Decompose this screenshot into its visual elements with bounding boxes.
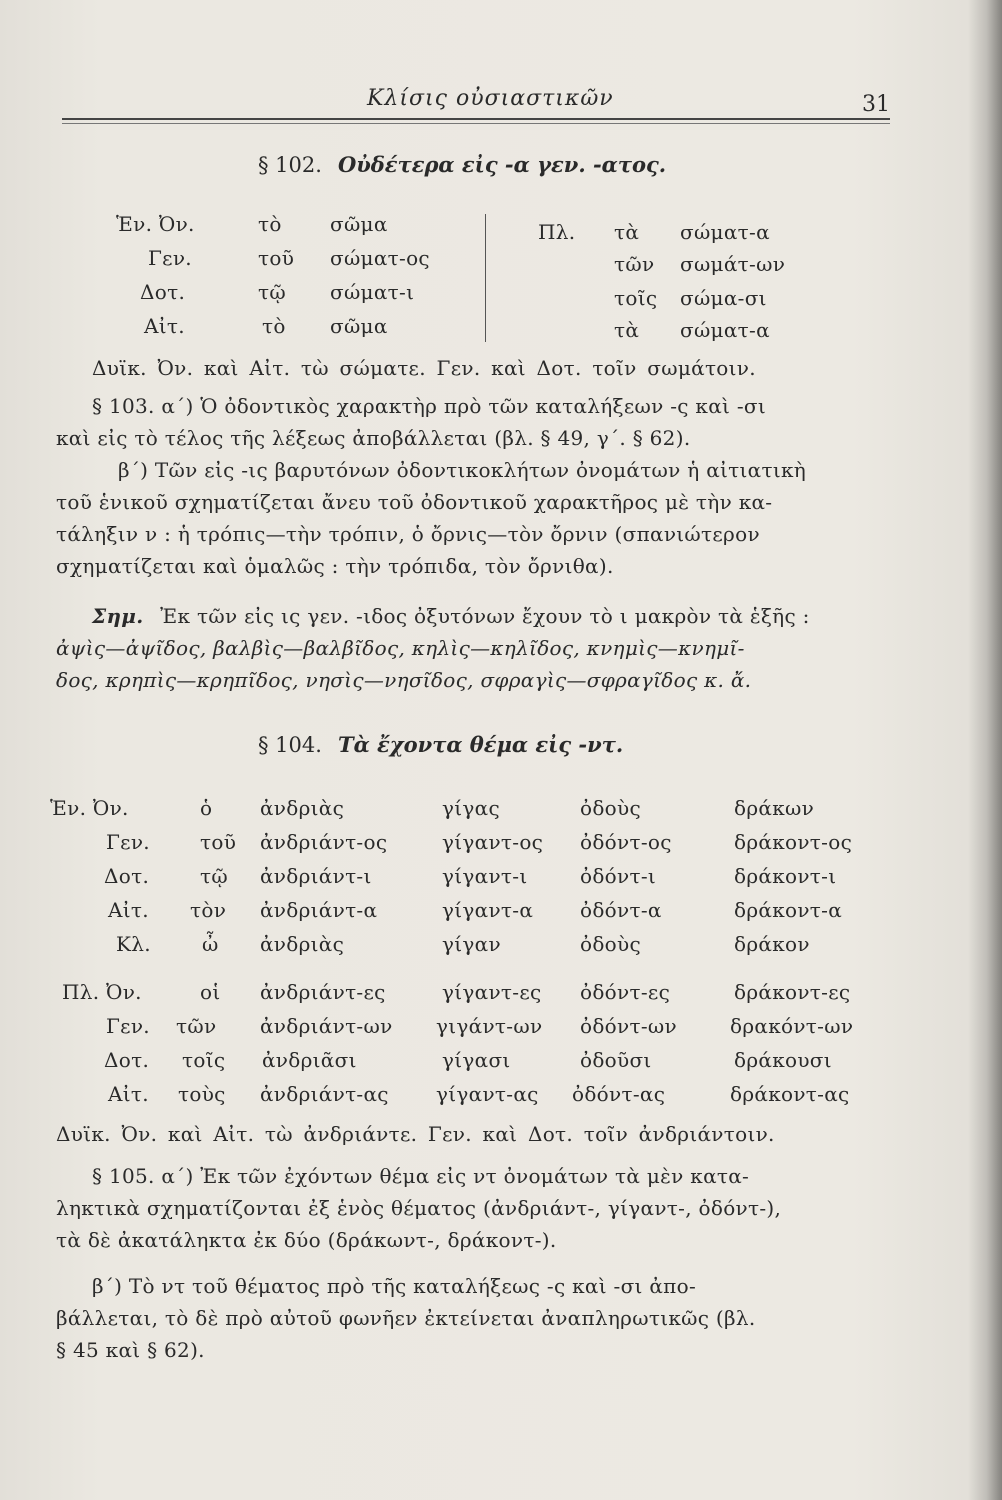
form-odous: ὀδόντ-ι: [580, 864, 657, 888]
article: τὰ: [614, 318, 640, 342]
form: σῶμα: [330, 314, 388, 338]
case-label: Αἰτ.: [108, 898, 149, 922]
form-drakon: δράκοντ-α: [734, 898, 843, 922]
section-number: § 102.: [258, 153, 322, 177]
form-andrias: ἀνδριᾶσι: [262, 1048, 357, 1072]
article: τὸ: [262, 314, 286, 338]
case-label: Κλ.: [116, 932, 151, 956]
form-drakon: δράκοντ-ες: [734, 980, 851, 1004]
text-line: § 103. α΄) Ὁ ὀδοντικὸς χαρακτὴρ πρὸ τῶν καταλήξεων -ς καὶ -σι: [92, 394, 766, 418]
text-line: τὰ δὲ ἀκατάληκτα ἐκ δύο (δράκωντ-, δράκοντ-).: [56, 1228, 557, 1252]
column-divider: [485, 214, 486, 342]
form-drakon: δράκοντ-ι: [734, 864, 837, 888]
text-line: τοῦ ἑνικοῦ σχηματίζεται ἄνευ τοῦ ὀδοντικοῦ χαρακτῆρος μὲ τὴν κα-: [56, 490, 773, 514]
form-drakon: δράκων: [734, 796, 815, 820]
header-rule: [62, 118, 890, 120]
form-drakon: δράκοντ-ας: [730, 1082, 850, 1106]
form-odous: ὀδοὺς: [580, 932, 641, 956]
article: τῷ: [200, 864, 228, 888]
form-gigas: γίγαντ-ι: [442, 864, 528, 888]
article: ὁ: [200, 796, 213, 820]
article: τὰ: [614, 220, 640, 244]
running-head: [62, 86, 890, 116]
case-label: Αἰτ.: [144, 314, 185, 338]
form-gigas: γίγας: [442, 796, 500, 820]
text-line: β΄) Τὸ ντ τοῦ θέματος πρὸ τῆς καταλήξεως -ς καὶ -σι ἀπο-: [92, 1274, 696, 1298]
text-line: § 45 καὶ § 62).: [56, 1338, 205, 1362]
form-gigas: γιγάντ-ων: [436, 1014, 543, 1038]
article: τῶν: [176, 1014, 217, 1038]
form-andrias: ἀνδριάντ-ι: [260, 864, 372, 888]
case-label: Πλ. Ὀν.: [62, 980, 142, 1004]
case-label: Πλ.: [538, 220, 576, 244]
text-line: σχηματίζεται καὶ ὁμαλῶς : τὴν τρόπιδα, τὸν ὄρνιθα).: [56, 554, 614, 578]
section-title: Οὐδέτερα εἰς -α γεν. -ατος.: [337, 152, 667, 177]
page-number: 31: [862, 92, 890, 117]
text-line: καὶ εἰς τὸ τέλος τῆς λέξεως ἀποβάλλεται (βλ. § 49, γ΄. § 62).: [56, 426, 691, 450]
form-odous: ὀδοῦσι: [580, 1048, 652, 1072]
case-label: Γεν.: [148, 246, 192, 270]
section-102-heading: [258, 152, 666, 177]
case-label: Ἑν. Ὀν.: [50, 796, 129, 820]
form: σώματ-α: [680, 318, 770, 342]
text-line: β΄) Τῶν εἰς -ις βαρυτόνων ὀδοντικοκλήτων ὀνομάτων ἡ αἰτιατικὴ: [118, 458, 807, 482]
form: σώματ-ος: [330, 246, 430, 270]
article: τὸ: [258, 212, 282, 236]
article: οἱ: [200, 980, 221, 1004]
s102-dual-line: Δυϊκ. Ὀν. καὶ Αἰτ. τὼ σώματε. Γεν. καὶ Δοτ. τοῖν σωμάτοιν.: [92, 356, 756, 380]
text-line: τάληξιν ν : ἡ τρόπις—τὴν τρόπιν, ὁ ὄρνις—τὸν ὄρνιν (σπανιώτερον: [56, 522, 760, 546]
case-label: Δοτ.: [140, 280, 186, 304]
form-drakon: δράκουσι: [734, 1048, 832, 1072]
form-odous: ὀδόντ-ος: [580, 830, 672, 854]
case-label: Αἰτ.: [108, 1082, 149, 1106]
text-line: Ἐκ τῶν εἰς ις γεν. -ιδος ὀξυτόνων ἔχουν τὸ ι μακρὸν τὰ ἑξῆς :: [160, 604, 810, 628]
s105-paragraph-b: [56, 1270, 756, 1366]
text-line: δος, κρηπὶς—κρηπῖδος, νησὶς—νησῖδος, σφραγὶς—σφραγῖδος κ. ἄ.: [56, 668, 752, 692]
form-drakon: δρακόντ-ων: [730, 1014, 854, 1038]
form: σῶμα: [330, 212, 388, 236]
article: τοῦ: [258, 246, 295, 270]
s104-dual-line: Δυϊκ. Ὀν. καὶ Αἰτ. τὼ ἀνδριάντε. Γεν. καὶ Δοτ. τοῖν ἀνδριάντοιν.: [56, 1122, 775, 1146]
form-andrias: ἀνδριὰς: [260, 932, 345, 956]
article: τῷ: [258, 280, 286, 304]
form-gigas: γίγαντ-ος: [442, 830, 544, 854]
section-number: § 104.: [258, 733, 322, 757]
form-andrias: ἀνδριάντ-ος: [260, 830, 388, 854]
form: σώματ-α: [680, 220, 770, 244]
form-odous: ὀδόντ-ες: [580, 980, 671, 1004]
text-line: βάλλεται, τὸ δὲ πρὸ αὐτοῦ φωνῆεν ἐκτείνεται ἀναπληρωτικῶς (βλ.: [56, 1306, 756, 1330]
form-andrias: ἀνδριάντ-α: [260, 898, 378, 922]
form-gigas: γίγασι: [442, 1048, 511, 1072]
article: τοὺς: [178, 1082, 226, 1106]
form: σωμάτ-ων: [680, 252, 786, 276]
section-104-heading: [258, 732, 623, 757]
case-label: Ἑν. Ὀν.: [116, 212, 195, 236]
s103-paragraph: [56, 390, 807, 582]
form-odous: ὀδόντ-ων: [580, 1014, 677, 1038]
form-odous: ὀδόντ-α: [580, 898, 662, 922]
form-andrias: ἀνδριὰς: [260, 796, 345, 820]
text-line: ληκτικὰ σχηματίζονται ἐξ ἑνὸς θέματος (ἀνδριάντ-, γίγαντ-, ὀδόντ-),: [56, 1196, 782, 1220]
form-odous: ὀδόντ-ας: [572, 1082, 666, 1106]
form-gigas: γίγαντ-ας: [436, 1082, 539, 1106]
page-edge-shadow: [968, 0, 1002, 1500]
form-odous: ὀδοὺς: [580, 796, 641, 820]
form-drakon: δράκοντ-ος: [734, 830, 853, 854]
form-andrias: ἀνδριάντ-ας: [260, 1082, 389, 1106]
section-title: Τὰ ἔχοντα θέμα εἰς -ντ.: [337, 732, 624, 757]
form-andrias: ἀνδριάντ-ων: [260, 1014, 393, 1038]
form-gigas: γίγαν: [442, 932, 501, 956]
article: τοῖς: [614, 286, 658, 310]
article: τοῦ: [200, 830, 237, 854]
form-gigas: γίγαντ-ες: [442, 980, 542, 1004]
article: τῶν: [614, 252, 655, 276]
case-label: Γεν.: [106, 830, 150, 854]
form-gigas: γίγαντ-α: [442, 898, 534, 922]
text-line: ἀψὶς—ἀψῖδος, βαλβὶς—βαλβῖδος, κηλὶς—κηλῖδος, κνημὶς—κνημῖ-: [56, 636, 745, 660]
form-andrias: ἀνδριάντ-ες: [260, 980, 386, 1004]
header-rule-thin: [62, 123, 890, 124]
running-title: Κλίσις οὐσιαστικῶν: [367, 86, 614, 111]
case-label: Γεν.: [106, 1014, 150, 1038]
s103-note: [56, 600, 810, 696]
form: σώματ-ι: [330, 280, 415, 304]
form: σώμα-σι: [680, 286, 767, 310]
case-label: Δοτ.: [104, 1048, 150, 1072]
article: ὦ: [202, 932, 219, 956]
form-drakon: δράκον: [734, 932, 810, 956]
article: τοῖς: [182, 1048, 226, 1072]
article: τὸν: [190, 898, 227, 922]
s105-paragraph-a: [56, 1160, 782, 1256]
note-label: Σημ.: [92, 604, 144, 628]
text-line: § 105. α΄) Ἐκ τῶν ἐχόντων θέμα εἰς ντ ὀνομάτων τὰ μὲν κατα-: [92, 1164, 750, 1188]
case-label: Δοτ.: [104, 864, 150, 888]
